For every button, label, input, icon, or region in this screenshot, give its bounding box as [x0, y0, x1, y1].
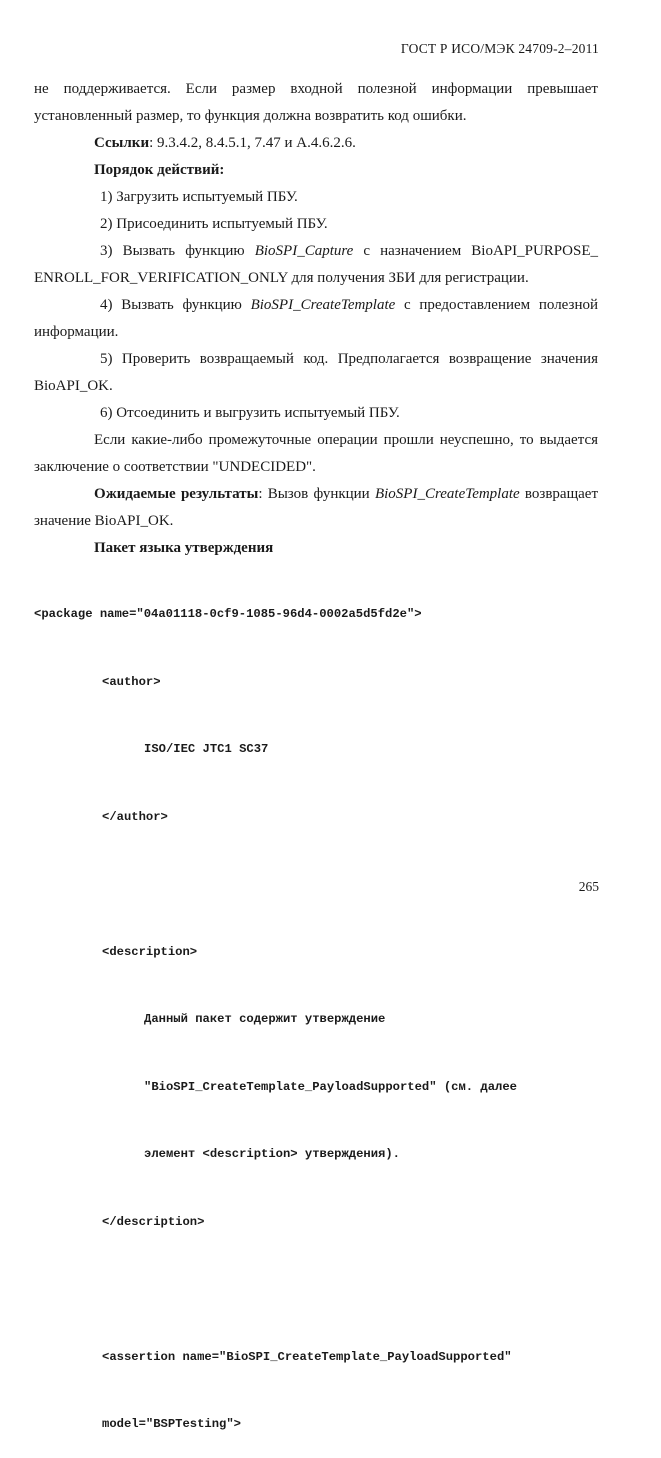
- continuation-paragraph: не поддерживается. Если размер входной полезной информации превышает установленный размер, то функция должна возвратить код ошибки.: [34, 81, 598, 124]
- step-3-text: 3) Вызвать функцию: [100, 243, 255, 259]
- body-text: [34, 76, 598, 562]
- code-line: элемент <description> утверждения).: [144, 1147, 400, 1161]
- step-3-rest: с назначением BioAPI_PURPOSE_ ENROLL_FOR_VERIFICATION_ONLY для получения ЗБИ для регистрации.: [34, 243, 598, 286]
- references-label: Ссылки: [94, 135, 150, 151]
- step-1: 1) Загрузить испытуемый ПБУ.: [100, 189, 298, 205]
- step-3-function: BioSPI_Capture: [254, 243, 354, 259]
- code-line: <description>: [102, 944, 198, 959]
- code-listing: [34, 558, 634, 1458]
- step-4-rest: с предоставлением полезной информации.: [34, 297, 598, 340]
- step-6: 6) Отсоединить и выгрузить испытуемый ПБУ.: [100, 405, 400, 421]
- code-line: </author>: [102, 809, 168, 824]
- references-list: : 9.3.4.2, 8.4.5.1, 7.47 и A.4.6.2.6.: [149, 135, 356, 151]
- expected-results-paragraph: [34, 481, 598, 535]
- references-paragraph: [34, 130, 598, 157]
- step-4-text: 4) Вызвать функцию: [100, 297, 251, 313]
- running-header: ГОСТ Р ИСО/МЭК 24709-2–2011: [400, 41, 599, 56]
- code-line: model="BSPTesting">: [102, 1417, 241, 1431]
- code-line: <package name="04a01118-0cf9-1085-96d4-0002a5d5fd2e">: [34, 607, 422, 621]
- expected-results-text: : Вызов функции: [258, 486, 375, 502]
- code-line: ISO/IEC JTC1 SC37: [144, 742, 269, 756]
- code-line: "BioSPI_CreateTemplate_PayloadSupported" (см. далее: [144, 1079, 517, 1094]
- code-line: <author>: [102, 674, 161, 689]
- page-number: 265: [578, 879, 599, 894]
- code-line: <assertion name="BioSPI_CreateTemplate_PayloadSupported": [102, 1349, 512, 1364]
- code-line: </description>: [102, 1214, 205, 1229]
- step-4-function: BioSPI_CreateTemplate: [250, 297, 396, 313]
- code-blank-line: [34, 1278, 634, 1301]
- step-5: 5) Проверить возвращаемый код. Предполагается возвращение значения BioAPI_OK.: [34, 351, 598, 394]
- expected-results-rest: возвращает значение BioAPI_OK.: [34, 486, 598, 529]
- expected-results-function: BioSPI_CreateTemplate: [374, 486, 520, 502]
- step-3: [34, 238, 598, 292]
- undecided-paragraph: Если какие-либо промежуточные операции прошли неуспешно, то выдается заключение о соответствии "UNDECIDED".: [34, 432, 598, 475]
- procedure-heading: Порядок действий:: [94, 162, 225, 178]
- step-4: [34, 292, 598, 346]
- code-blank-line: [34, 873, 634, 896]
- step-2: 2) Присоединить испытуемый ПБУ.: [100, 216, 328, 232]
- code-line: Данный пакет содержит утверждение: [144, 1012, 386, 1026]
- package-heading: Пакет языка утверждения: [94, 540, 274, 556]
- expected-results-label: Ожидаемые результаты: [94, 486, 259, 502]
